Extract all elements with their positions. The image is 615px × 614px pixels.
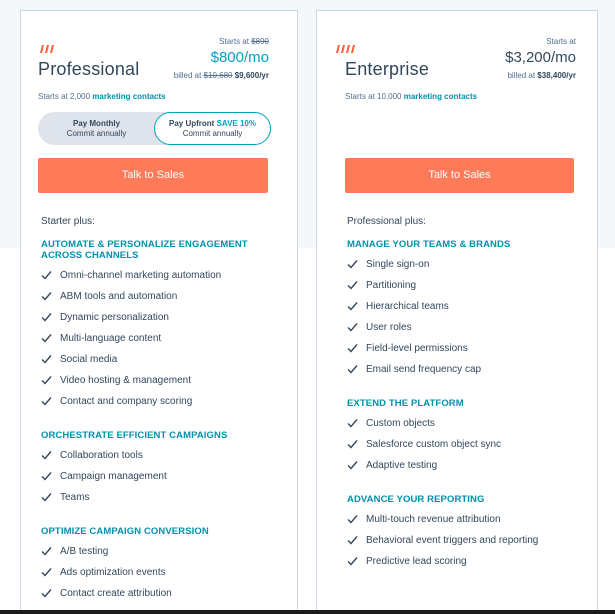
feature-item-label: Predictive lead scoring <box>366 556 467 567</box>
feature-item-label: Partitioning <box>366 280 417 291</box>
feature-item <box>41 349 281 370</box>
feature-item <box>347 338 587 359</box>
plan-card-professional <box>20 10 298 614</box>
billed-old-price: $10,680 <box>203 71 233 80</box>
plus-label: Starter plus: <box>41 216 95 227</box>
bottom-edge <box>0 610 615 614</box>
feature-item-label: Multi-touch revenue attribution <box>366 514 501 525</box>
feature-item <box>41 445 281 466</box>
checkmark-icon <box>347 301 358 311</box>
checkmark-icon <box>41 333 52 343</box>
feature-list <box>41 216 281 614</box>
starts-at-label: Starts at <box>219 37 249 46</box>
plan-card-enterprise <box>316 10 598 614</box>
feature-group <box>41 239 281 412</box>
feature-item <box>41 307 281 328</box>
feature-item-label: Collaboration tools <box>60 450 143 461</box>
feature-item-label: Teams <box>60 492 90 503</box>
feature-item <box>41 466 281 487</box>
monthly-price: $800/mo <box>210 49 269 66</box>
checkmark-icon <box>41 291 52 301</box>
feature-item-label: User roles <box>366 322 412 333</box>
feature-item <box>347 530 587 551</box>
starts-at-label: Starts at <box>546 37 576 46</box>
checkmark-icon <box>347 343 358 353</box>
billed-line <box>174 70 269 82</box>
feature-item <box>347 296 587 317</box>
feature-item <box>347 275 587 296</box>
feature-item <box>41 265 281 286</box>
feature-list <box>347 216 587 590</box>
feature-item-label: A/B testing <box>60 546 109 557</box>
pay-upfront-title: Pay Upfront <box>168 119 215 128</box>
checkmark-icon <box>347 280 358 290</box>
price-block <box>174 36 269 82</box>
pay-upfront-title-line <box>155 119 270 129</box>
feature-item-label: ABM tools and automation <box>60 291 178 302</box>
feature-item <box>347 551 587 572</box>
checkmark-icon <box>347 364 358 374</box>
save-badge: SAVE 10% <box>216 119 256 128</box>
plan-title: Professional <box>38 59 140 79</box>
feature-item <box>41 562 281 583</box>
feature-item-label: Contact create attribution <box>60 588 172 599</box>
checkmark-icon <box>347 514 358 524</box>
sprocket-logo-icon <box>335 44 357 54</box>
price-block <box>505 36 576 82</box>
checkmark-icon <box>41 354 52 364</box>
feature-item-label: Omni-channel marketing automation <box>60 270 222 281</box>
checkmark-icon <box>41 312 52 322</box>
feature-item-label: Dynamic personalization <box>60 312 169 323</box>
contacts-prefix: Starts at 10,000 <box>345 92 402 101</box>
feature-item-label: Ads optimization events <box>60 567 166 578</box>
feature-item <box>41 583 281 604</box>
feature-item <box>347 317 587 338</box>
feature-item <box>347 413 587 434</box>
feature-item-label: Adaptive testing <box>366 460 438 471</box>
old-price: $890 <box>251 37 269 46</box>
feature-item <box>41 391 281 412</box>
plan-title: Enterprise <box>345 59 430 79</box>
sprocket-logo-icon <box>39 44 55 54</box>
feature-group-title: EXTEND THE PLATFORM <box>347 398 464 409</box>
checkmark-icon <box>347 322 358 332</box>
feature-item-label: Hierarchical teams <box>366 301 449 312</box>
checkmark-icon <box>41 375 52 385</box>
checkmark-icon <box>347 439 358 449</box>
monthly-price: $3,200/mo <box>505 49 576 66</box>
feature-item <box>347 359 587 380</box>
feature-group <box>347 239 587 380</box>
checkmark-icon <box>41 546 52 556</box>
feature-item <box>41 286 281 307</box>
feature-item-label: Behavioral event triggers and reporting <box>366 535 539 546</box>
checkmark-icon <box>347 259 358 269</box>
feature-item <box>41 328 281 349</box>
checkmark-icon <box>41 567 52 577</box>
billed-line <box>505 70 576 82</box>
checkmark-icon <box>347 460 358 470</box>
feature-group-title: ADVANCE YOUR REPORTING <box>347 494 485 505</box>
feature-item-label: Single sign-on <box>366 259 430 270</box>
checkmark-icon <box>41 270 52 280</box>
feature-group-title: ORCHESTRATE EFFICIENT CAMPAIGNS <box>41 430 228 441</box>
pay-monthly-option[interactable] <box>38 112 155 145</box>
feature-item <box>347 509 587 530</box>
marketing-contacts-link[interactable]: marketing contacts <box>403 92 478 101</box>
feature-group <box>41 526 281 604</box>
pay-upfront-option[interactable] <box>154 112 271 145</box>
feature-item-label: Salesforce custom object sync <box>366 439 502 450</box>
talk-to-sales-button[interactable]: Talk to Sales <box>345 158 574 193</box>
checkmark-icon <box>41 588 52 598</box>
feature-group <box>41 430 281 508</box>
feature-group-title: MANAGE YOUR TEAMS & BRANDS <box>347 239 511 250</box>
pay-upfront-subtitle: Commit annually <box>182 129 243 138</box>
billed-new-price: $38,400/yr <box>537 71 576 80</box>
pay-monthly-title: Pay Monthly <box>72 119 121 128</box>
feature-group <box>347 494 587 572</box>
contacts-prefix: Starts at 2,000 <box>38 92 91 101</box>
contacts-line <box>38 92 166 101</box>
billed-label: billed at <box>507 71 536 80</box>
billed-new-price: $9,600/yr <box>234 71 269 80</box>
feature-item <box>41 370 281 391</box>
contacts-line <box>345 92 477 101</box>
starts-at-line <box>174 36 269 47</box>
billed-label: billed at <box>173 71 202 80</box>
checkmark-icon <box>41 471 52 481</box>
feature-item <box>347 455 587 476</box>
billing-toggle <box>38 112 271 145</box>
feature-item-label: Video hosting & management <box>60 375 192 386</box>
feature-item <box>347 254 587 275</box>
feature-item-label: Email send frequency cap <box>366 364 482 375</box>
feature-item-label: Campaign management <box>60 471 167 482</box>
feature-item-label: Field-level permissions <box>366 343 468 354</box>
talk-to-sales-button[interactable]: Talk to Sales <box>38 158 268 193</box>
feature-item-label: Custom objects <box>366 418 435 429</box>
marketing-contacts-link[interactable]: marketing contacts <box>92 92 166 101</box>
feature-group <box>347 398 587 476</box>
feature-group-title: AUTOMATE & PERSONALIZE ENGAGEMENT ACROSS CHANNELS <box>41 239 248 261</box>
checkmark-icon <box>347 556 358 566</box>
checkmark-icon <box>41 450 52 460</box>
checkmark-icon <box>347 418 358 428</box>
feature-item <box>347 434 587 455</box>
checkmark-icon <box>41 396 52 406</box>
checkmark-icon <box>347 535 358 545</box>
pay-monthly-subtitle: Commit annually <box>66 129 127 138</box>
checkmark-icon <box>41 492 52 502</box>
feature-item-label: Contact and company scoring <box>60 396 193 407</box>
plus-label: Professional plus: <box>347 216 426 227</box>
feature-item-label: Social media <box>60 354 118 365</box>
feature-item-label: Multi-language content <box>60 333 162 344</box>
feature-group-title: OPTIMIZE CAMPAIGN CONVERSION <box>41 526 209 537</box>
feature-item <box>41 487 281 508</box>
feature-item <box>41 541 281 562</box>
